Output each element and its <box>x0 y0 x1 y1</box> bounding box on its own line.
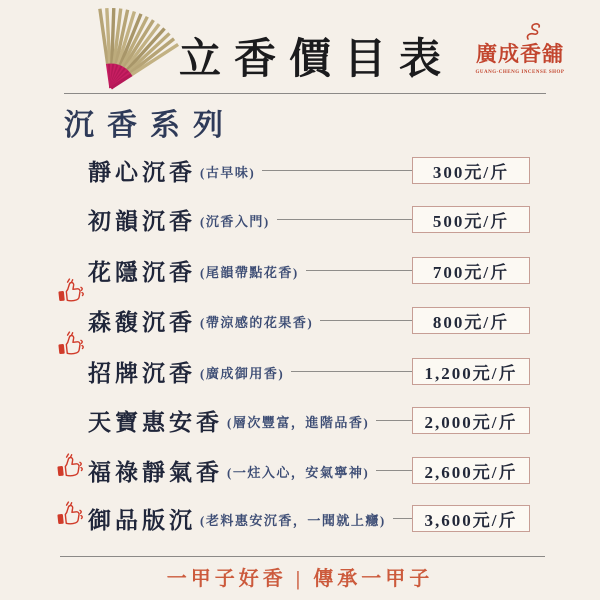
price-tag: 1,200元/斤 <box>412 358 530 385</box>
thumbs-up-icon <box>55 498 88 528</box>
product-description: (尾韻帶點花香) <box>200 265 299 280</box>
product-name: 森馥沉香 <box>88 309 196 335</box>
leader-line <box>376 470 412 471</box>
leader-line <box>393 518 412 519</box>
price-tag: 2,000元/斤 <box>412 407 530 434</box>
product-description: (古早味) <box>200 165 256 180</box>
price-tag: 3,600元/斤 <box>412 505 530 532</box>
price-tag: 300元/斤 <box>412 157 530 184</box>
leader-line <box>306 270 412 271</box>
price-row-tianbao <box>56 403 530 437</box>
brand-subtitle: GUANG-CHENG INCENSE SHOP <box>475 70 565 75</box>
thumbs-up-icon <box>55 450 88 480</box>
leader-line <box>320 320 412 321</box>
price-row-yupin <box>56 501 530 535</box>
price-list <box>56 153 530 553</box>
product-description: (帶涼感的花果香) <box>200 315 314 330</box>
product-name: 花隱沉香 <box>88 259 196 285</box>
product-name: 招牌沉香 <box>88 360 196 386</box>
price-tag: 500元/斤 <box>412 206 530 233</box>
product-description: (老料惠安沉香，一聞就上癮) <box>200 513 386 528</box>
product-name: 御品版沉 <box>88 507 196 533</box>
product-name: 福祿靜氣香 <box>88 459 223 485</box>
leader-line <box>291 371 412 372</box>
footer-divider <box>60 556 545 557</box>
price-tag: 800元/斤 <box>412 307 530 334</box>
page-title: 立香價目表 <box>179 37 455 83</box>
price-row-huayin <box>56 253 530 287</box>
product-description: (廣成御用香) <box>200 366 285 381</box>
product-description: (一炷入心，安氣寧神) <box>227 465 370 480</box>
price-row-fulu <box>56 453 530 487</box>
price-tag: 2,600元/斤 <box>412 457 530 484</box>
product-name: 天寶惠安香 <box>88 409 223 435</box>
thumbs-up-icon <box>56 276 89 306</box>
brand-name: 廣成香舖 <box>476 42 564 66</box>
price-row-jingxin <box>56 153 530 187</box>
incense-fan-image <box>84 2 180 94</box>
smoke-swirl-icon <box>522 22 542 40</box>
price-row-chuyun <box>56 202 530 236</box>
price-row-senfu <box>56 303 530 337</box>
product-description: (沉香入門) <box>200 214 270 229</box>
price-row-zhaopai <box>56 354 530 388</box>
leader-line <box>277 219 412 220</box>
price-tag: 700元/斤 <box>412 257 530 284</box>
leader-line <box>262 170 412 171</box>
footer-slogan: 一甲子好香 | 傳承一甲子 <box>166 568 434 590</box>
product-name: 靜心沉香 <box>88 159 196 185</box>
product-description: (層次豐富，進階品香) <box>227 415 370 430</box>
section-title: 沉香系列 <box>64 109 236 142</box>
brand-logo <box>466 24 574 75</box>
header-divider <box>64 93 546 94</box>
product-name: 初韻沉香 <box>88 208 196 234</box>
leader-line <box>376 420 412 421</box>
